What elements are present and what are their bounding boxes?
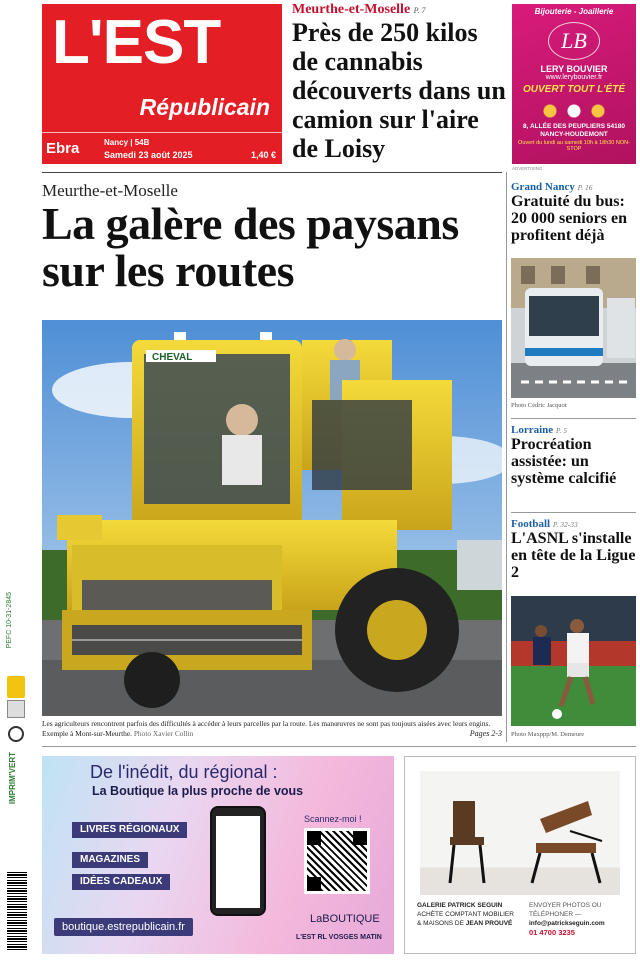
main-photo-combine-harvester[interactable] (42, 320, 502, 716)
sidebar-headline: Procréation assistée: un système calcifié (511, 436, 617, 487)
galerie-ad[interactable] (404, 756, 636, 954)
bottom-rule (42, 746, 636, 747)
galerie-phone[interactable]: 01 4700 3235 (529, 928, 575, 937)
boutique-title: De l'inédit, du régional : (90, 762, 278, 782)
boutique-item-magazines: MAGAZINES (72, 852, 148, 868)
sidebar-kicker (511, 424, 636, 436)
imprim-vert-label: IMPRIM'VERT (8, 752, 17, 805)
qr-code[interactable] (304, 828, 370, 894)
galerie-chairs-photo (420, 771, 620, 895)
sidebar-story-lorraine[interactable] (511, 424, 636, 487)
edition-label: Nancy | 54B (104, 138, 150, 147)
sidebar-headline: L'ASNL s'installe en tête de la Ligue 2 (511, 530, 636, 581)
barcode (7, 870, 27, 950)
sidebar-headline: Gratuité du bus: 20 000 seniors en profitent déjà (511, 193, 627, 244)
recycling-circle-icon (8, 726, 24, 742)
galerie-designer: JEAN PROUVÉ (465, 920, 513, 927)
sidebar-rule-2 (511, 512, 636, 513)
ebra-logo: Ebra (46, 140, 80, 157)
galerie-email[interactable]: info@patrickseguin.com (529, 920, 605, 927)
jewelry-tagline: Bijouterie - Joaillerie (534, 7, 614, 16)
jewelry-gems-icon (534, 101, 614, 121)
smartphone-icon (210, 806, 266, 916)
bus-photo-credit: Photo Cédric Jacquot (511, 402, 567, 409)
sidebar-page: P. 32-33 (552, 520, 578, 529)
football-photo[interactable] (511, 596, 636, 726)
left-margin (0, 0, 34, 964)
jewelry-ad[interactable] (512, 4, 636, 164)
sidebar-kicker (511, 181, 636, 193)
triman-icon (7, 700, 25, 718)
machine-badge: CHEVAL (152, 352, 193, 363)
main-photo-caption (42, 719, 502, 739)
jewelry-logo: LB (548, 22, 600, 60)
sidebar-page: P. 5 (555, 426, 568, 435)
masthead-divider (42, 132, 282, 133)
sidebar-section: Football (511, 518, 551, 530)
boutique-partner-logos: L'EST RL VOSGES MATIN (296, 934, 382, 941)
galerie-name: GALERIE PATRICK SEGUIN (417, 902, 503, 909)
pefc-label: PEFC 10-31-2845 (6, 592, 13, 649)
issue-date: Samedi 23 août 2025 (104, 150, 193, 160)
sidebar-section: Lorraine (511, 424, 554, 436)
main-story-kicker: Meurthe-et-Moselle (42, 181, 178, 200)
jewelry-promo: OUVERT TOUT L'ÉTÉ (522, 84, 626, 95)
top-story-section: Meurthe-et-Moselle (292, 2, 411, 17)
boutique-url[interactable]: boutique.estrepublicain.fr (54, 918, 193, 936)
galerie-contact-text: ENVOYER PHOTOS OU TÉLÉPHONER — (529, 902, 602, 918)
jewelry-name: LERY BOUVIER (540, 64, 608, 74)
recycle-icon (7, 676, 25, 698)
caption-credit: Photo Xavier Collin (133, 729, 194, 738)
issue-price: 1,40 € (250, 150, 276, 160)
sidebar-story-grand-nancy[interactable] (511, 181, 636, 244)
sidebar-rule-1 (511, 418, 636, 419)
boutique-ad[interactable] (42, 756, 394, 954)
galerie-contact (529, 901, 633, 938)
jewelry-hours: Ouvert du lundi au samedi 10h à 18h30 NON-STOP (518, 139, 630, 152)
main-story-headline[interactable]: La galère des paysans sur les routes (42, 198, 459, 296)
caption-text: Les agriculteurs rencontrent parfois des difficultés à accéder à leurs parcelles par la route. Les manœuvres ne sont pas toujours aisées avec leurs engins. Exemple à Mont-sur-Meurthe. (42, 719, 491, 738)
top-story-headline[interactable]: Près de 250 kilos de cannabis découverts dans un camion sur l'aire de Loisy (292, 18, 506, 163)
bus-photo[interactable] (511, 258, 636, 398)
jewelry-ad-tag: ADVERTISING (512, 166, 543, 171)
main-story-pages[interactable]: Pages 2-3 (469, 729, 502, 738)
top-rule (42, 172, 502, 173)
masthead[interactable] (42, 4, 282, 164)
sidebar-story-football[interactable] (511, 518, 636, 581)
jewelry-address: 8, ALLÉE DES PEUPLIERS 54180 NANCY-HOUDEMONT (523, 123, 625, 138)
galerie-text (417, 901, 517, 928)
column-rule (506, 172, 507, 742)
jewelry-url: www.lerybouvier.fr (545, 74, 603, 81)
top-story-kicker[interactable] (292, 2, 426, 18)
sidebar-kicker (511, 518, 636, 530)
smartphone-screen (216, 816, 260, 908)
logo-republicain: Républicain (139, 94, 270, 120)
logo-lest: L'EST (52, 8, 221, 77)
boutique-brand: LaBOUTIQUE (310, 913, 380, 925)
boutique-item-books: LIVRES RÉGIONAUX (72, 822, 187, 838)
football-photo-credit: Photo Maxppp/M. Demeure (511, 731, 585, 738)
sidebar-page: P. 16 (577, 183, 593, 192)
galerie-offer: ACHÈTE COMPTANT MOBILIER & MAISONS DE (417, 911, 514, 927)
boutique-scan-label: Scannez-moi ! (304, 814, 362, 824)
boutique-subtitle: La Boutique la plus proche de vous (92, 784, 304, 798)
boutique-item-gifts: IDÉES CADEAUX (72, 874, 170, 890)
top-story-page: P. 7 (413, 6, 426, 15)
sidebar-section: Grand Nancy (511, 181, 575, 193)
